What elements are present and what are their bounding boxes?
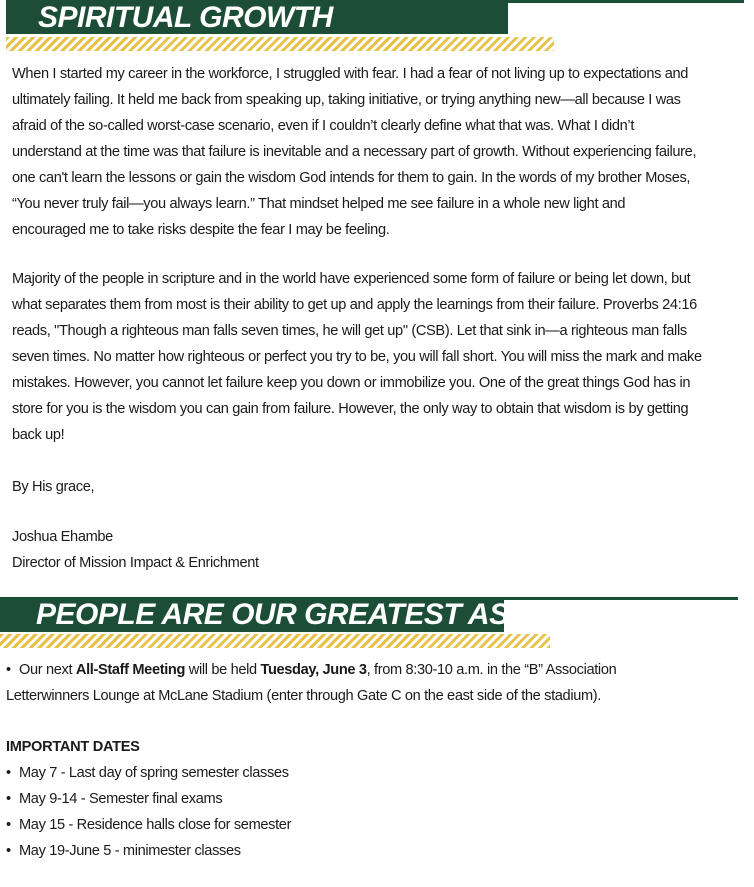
- signature-title: Director of Mission Impact & Enrichment: [12, 555, 259, 571]
- text-line: what separates them from most is their ability to get up and apply the learnings from their failure. Proverbs 24:16: [12, 297, 697, 313]
- header-bar: [6, 3, 508, 34]
- meeting-announcement: [6, 657, 616, 683]
- bullet: •: [6, 817, 11, 833]
- spiritual-growth-header: [0, 0, 754, 52]
- body-paragraph-1: [12, 61, 747, 243]
- text-line: ultimately failing. It held me back from speaking up, taking initiative, or trying anything new—all because I was: [12, 92, 681, 108]
- meeting-date: Tuesday, June 3: [260, 662, 367, 678]
- date-item: May 19-June 5 - minimester classes: [19, 843, 241, 859]
- meeting-event: All-Staff Meeting: [75, 662, 186, 678]
- text-line: When I started my career in the workforce, I struggled with fear. I had a fear of not living up to expectations and: [12, 66, 689, 82]
- date-item: May 7 - Last day of spring semester classes: [19, 765, 289, 781]
- header-bar: [0, 598, 566, 632]
- signature-name: Joshua Ehambe: [12, 529, 113, 545]
- meeting-intro: Our next: [19, 662, 76, 678]
- bullet: •: [6, 662, 11, 678]
- date-item: May 15 - Residence halls close for semester: [19, 817, 292, 833]
- section-title: PEOPLE ARE OUR GREATEST ASSET: [36, 598, 566, 631]
- list-item: [6, 812, 291, 838]
- date-item: May 9-14 - Semester final exams: [19, 791, 223, 807]
- meeting-location: Letterwinners Lounge at McLane Stadium (enter through Gate C on the east side of the stadium).: [6, 688, 601, 704]
- section-title: SPIRITUAL GROWTH: [38, 1, 333, 34]
- header-stripes: [6, 37, 554, 51]
- text-line: encouraged me to take risks despite the fear I may be feeling.: [12, 222, 390, 238]
- header-stripes: [0, 634, 550, 648]
- list-item: [6, 760, 289, 786]
- text-line: store for you is the wisdom you can gain from failure. However, the only way to obtain that wisdom is by getting: [12, 401, 689, 417]
- bullet: •: [6, 791, 11, 807]
- meeting-mid: will be held: [185, 662, 261, 678]
- text-line: “You never truly fail—you always learn.” That mindset helped me see failure in a whole new light and: [12, 196, 626, 212]
- text-line: understand at the time was that failure is inevitable and a necessary part of growth. Without experiencing failure,: [12, 144, 697, 160]
- people-asset-header: [0, 597, 754, 651]
- text-line: back up!: [12, 427, 65, 443]
- text-line: afraid of the so-called worst-case scenario, even if I couldn’t clearly define what that was. What I didn’t: [12, 118, 635, 134]
- meeting-rest: , from 8:30-10 a.m. in the “B” Association: [366, 662, 617, 678]
- text-line: mistakes. However, you cannot let failure keep you down or immobilize you. One of the great things God has in: [12, 375, 691, 391]
- bullet: •: [6, 765, 11, 781]
- text-line: Majority of the people in scripture and in the world have experienced some form of failure or being let down, but: [12, 271, 691, 287]
- list-item: [6, 838, 241, 864]
- closing-line: By His grace,: [12, 479, 95, 495]
- important-dates-heading: IMPORTANT DATES: [6, 739, 140, 755]
- text-line: one can't learn the lessons or gain the wisdom God intends for them to gain. In the words of my brother Moses,: [12, 170, 691, 186]
- text-line: reads, "Though a righteous man falls seven times, he will get up" (CSB). Let that sink in—a righteous man falls: [12, 323, 687, 339]
- body-paragraph-2: [12, 266, 747, 448]
- list-item: [6, 786, 222, 812]
- text-line: seven times. No matter how righteous or perfect you try to be, you will fall short. You will miss the mark and make: [12, 349, 702, 365]
- bullet: •: [6, 843, 11, 859]
